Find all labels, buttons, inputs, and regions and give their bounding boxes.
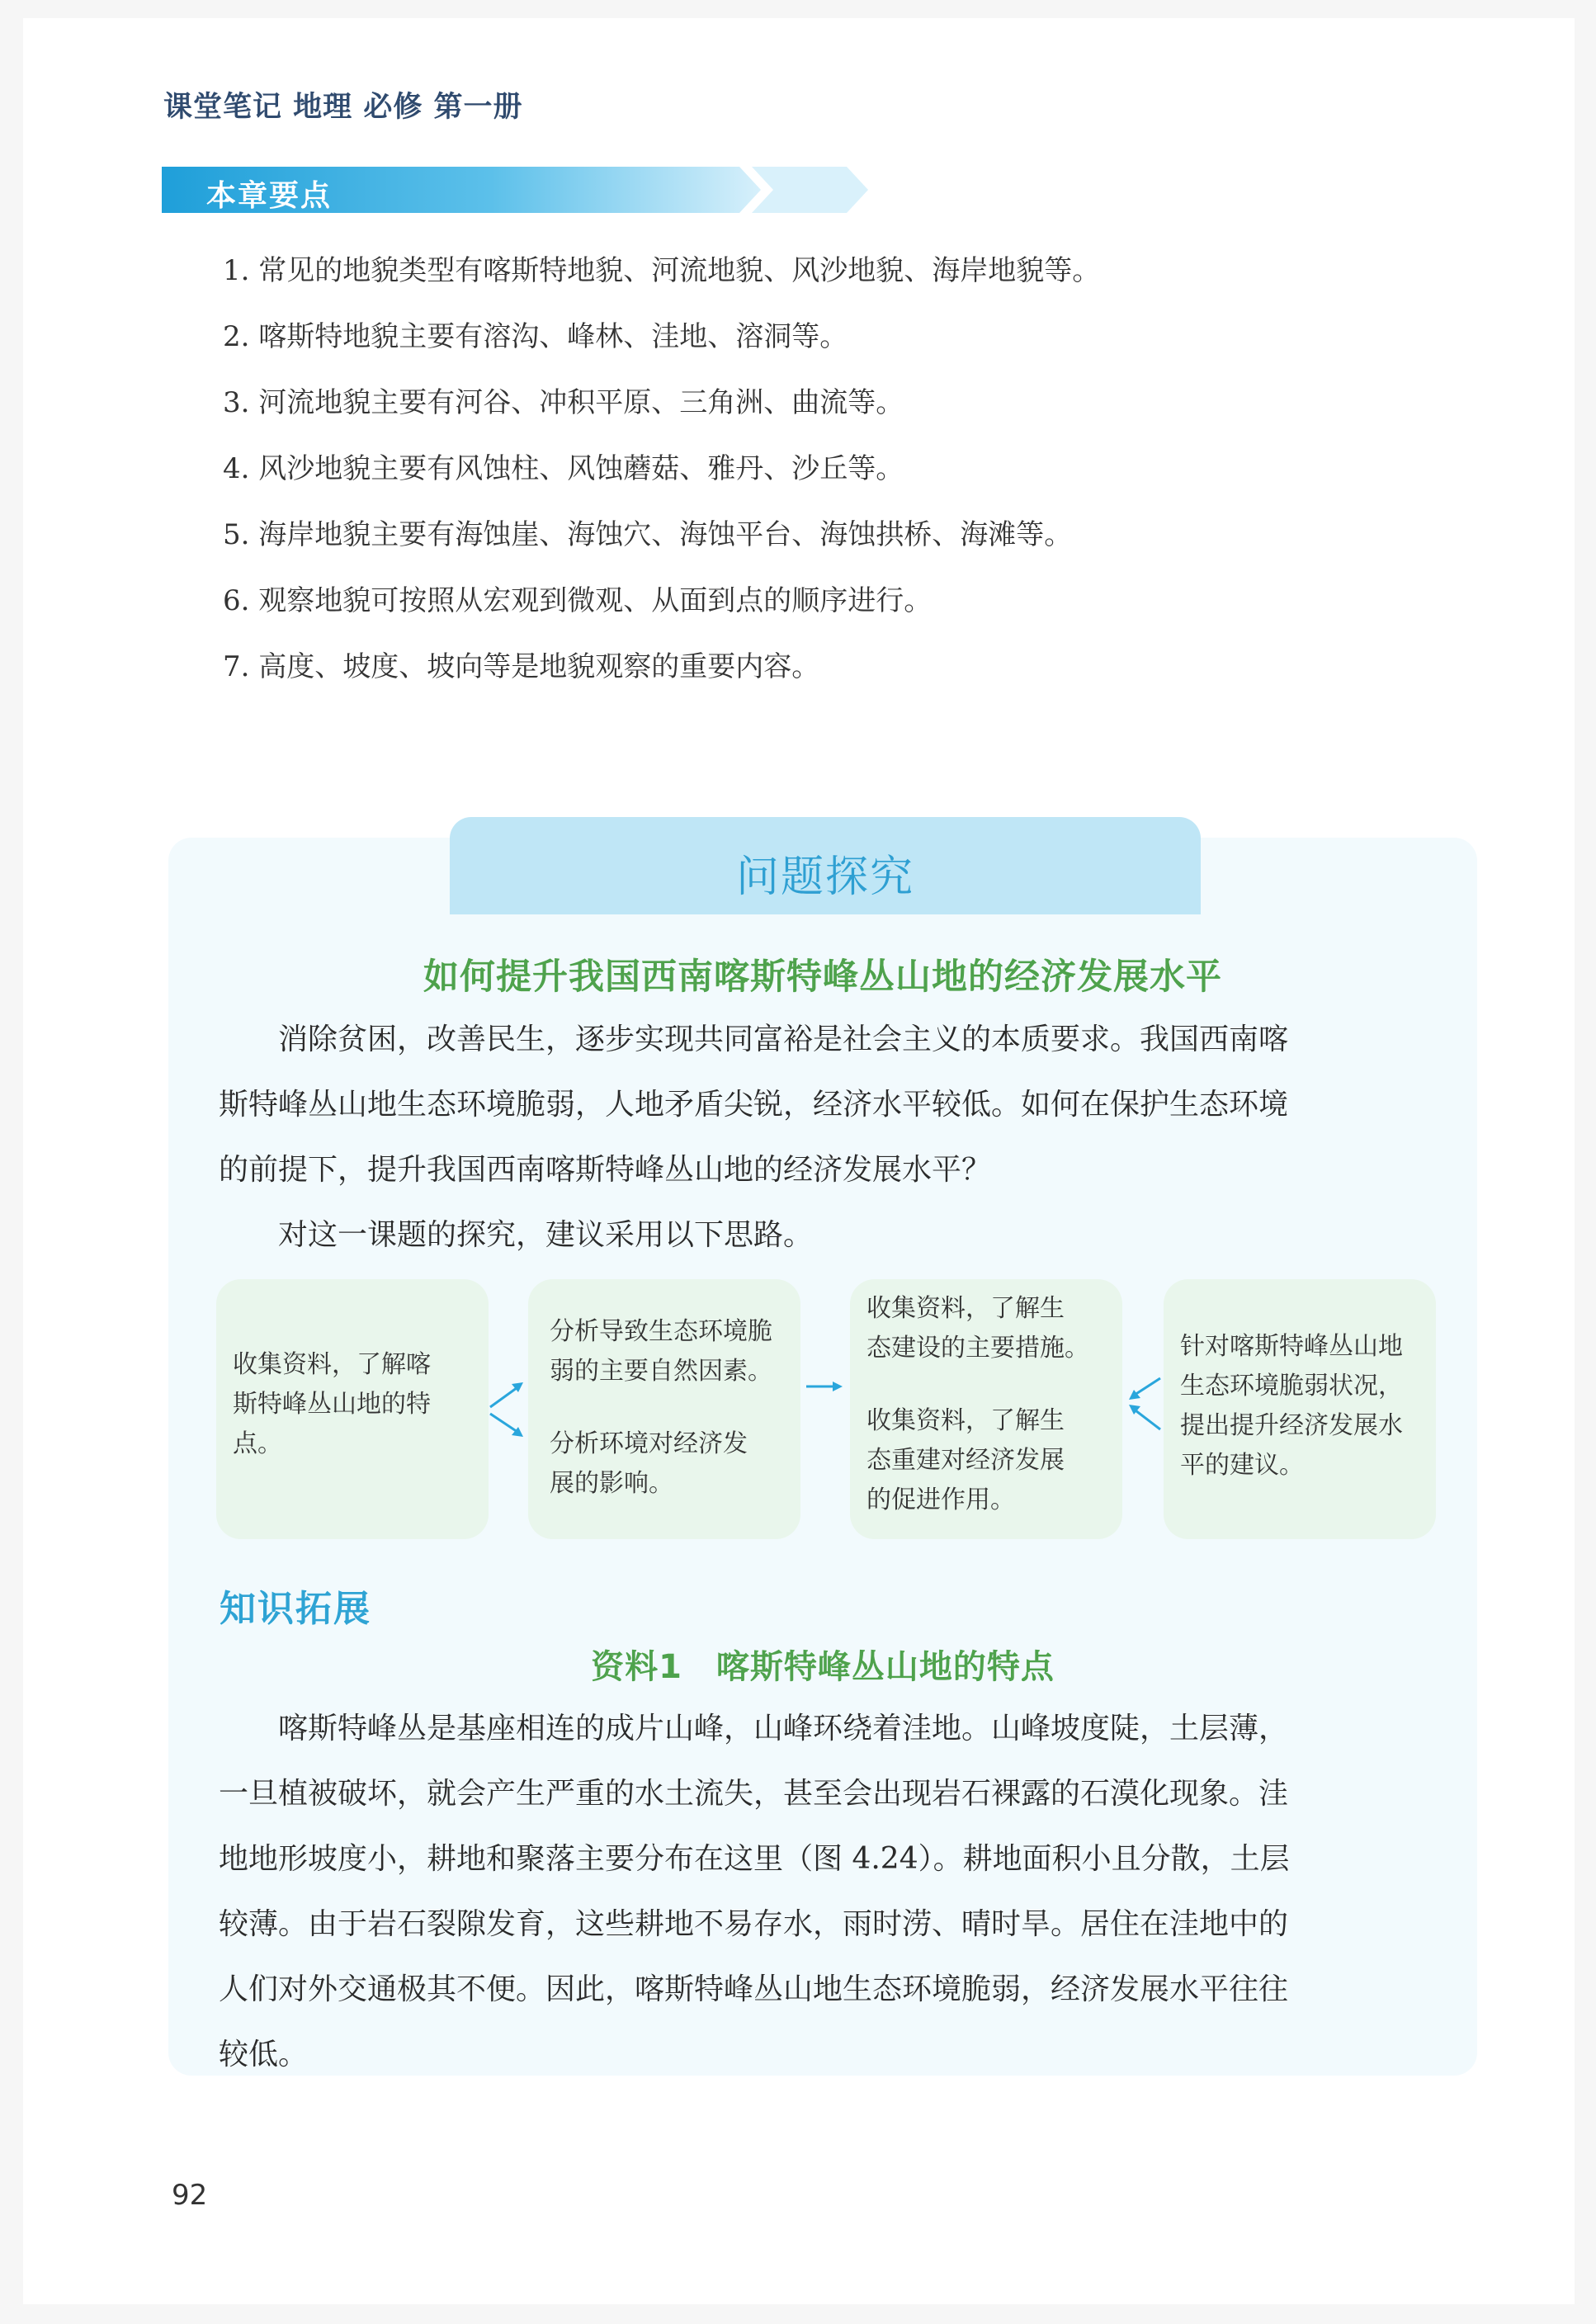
flow-step1-text: 收集资料，了解喀 斯特峰丛山地的特 点。 bbox=[233, 1350, 431, 1458]
flow-step3a-text: 收集资料，了解生 态建设的主要措施。 bbox=[866, 1294, 1089, 1363]
key-point: 1. 常见的地貌类型有喀斯特地貌、河流地貌、风沙地貌、海岸地貌等。 bbox=[223, 254, 1101, 287]
material-paragraph bbox=[219, 1696, 1432, 2087]
key-point: 2. 喀斯特地貌主要有溶沟、峰林、洼地、溶洞等。 bbox=[223, 320, 848, 353]
intro-line: 的前提下，提升我国西南喀斯特峰丛山地的经济发展水平？ bbox=[219, 1153, 992, 1187]
running-head: 课堂笔记 地理 必修 第一册 bbox=[163, 91, 523, 124]
material-line: 较低。 bbox=[219, 2038, 309, 2071]
flow-step4-text: 针对喀斯特峰丛山地 生态环境脆弱状况， 提出提升经济发展水 平的建议。 bbox=[1180, 1332, 1403, 1480]
topic-title: 如何提升我国西南喀斯特峰丛山地的经济发展水平 bbox=[423, 957, 1222, 998]
intro-line: 斯特峰丛山地生态环境脆弱，人地矛盾尖锐，经济水平较低。如何在保护生态环境 bbox=[219, 1088, 1289, 1122]
page-number: 92 bbox=[172, 2179, 208, 2212]
material-line: 一旦植被破坏，就会产生严重的水土流失，甚至会出现岩石裸露的石漠化现象。洼 bbox=[219, 1777, 1289, 1811]
intro-line: 消除贫困，改善民生，逐步实现共同富裕是社会主义的本质要求。我国西南喀 bbox=[219, 1023, 1289, 1056]
material-line: 地地形坡度小，耕地和聚落主要分布在这里（图 4.24）。耕地面积小且分散，土层 bbox=[219, 1842, 1290, 1876]
key-points-list bbox=[223, 254, 1100, 716]
key-point: 6. 观察地貌可按照从宏观到微观、从面到点的顺序进行。 bbox=[223, 584, 933, 617]
flow-step3b-text: 收集资料，了解生 态重建对经济发展 的促进作用。 bbox=[866, 1406, 1065, 1514]
key-point: 3. 河流地貌主要有河谷、冲积平原、三角洲、曲流等。 bbox=[223, 386, 904, 419]
material-title: 资料1 喀斯特峰丛山地的特点 bbox=[591, 1648, 1055, 1686]
intro-paragraph bbox=[219, 1007, 1432, 1268]
inquiry-tab-title: 问题探究 bbox=[735, 853, 914, 902]
inquiry-tab bbox=[450, 817, 1201, 914]
flow-step2b-text: 分析环境对经济发 展的影响。 bbox=[550, 1429, 748, 1498]
flow-step2a-text: 分析导致生态环境脆 弱的主要自然因素。 bbox=[550, 1317, 772, 1386]
arrow-right-icon bbox=[805, 1378, 846, 1395]
intro-line: 对这一课题的探究，建议采用以下思路。 bbox=[219, 1218, 814, 1252]
section-ribbon bbox=[162, 167, 871, 213]
key-point: 5. 海岸地貌主要有海蚀崖、海蚀穴、海蚀平台、海蚀拱桥、海滩等。 bbox=[223, 518, 1073, 551]
material-line: 较薄。由于岩石裂隙发育，这些耕地不易存水，雨时涝、晴时旱。居住在洼地中的 bbox=[219, 1907, 1289, 1941]
material-line: 人们对外交通极其不便。因此，喀斯特峰丛山地生态环境脆弱，经济发展水平往往 bbox=[219, 1972, 1289, 2006]
key-point: 7. 高度、坡度、坡向等是地貌观察的重要内容。 bbox=[223, 650, 820, 683]
arrow-converge-icon bbox=[1124, 1372, 1165, 1438]
arrow-up-right-icon bbox=[487, 1374, 528, 1440]
section-label: 本章要点 bbox=[206, 179, 333, 213]
key-point: 4. 风沙地貌主要有风蚀柱、风蚀蘑菇、雅丹、沙丘等。 bbox=[223, 452, 904, 485]
material-line: 喀斯特峰丛是基座相连的成片山峰，山峰环绕着洼地。山峰坡度陡，土层薄， bbox=[219, 1712, 1289, 1745]
knowledge-heading: 知识拓展 bbox=[220, 1588, 371, 1630]
